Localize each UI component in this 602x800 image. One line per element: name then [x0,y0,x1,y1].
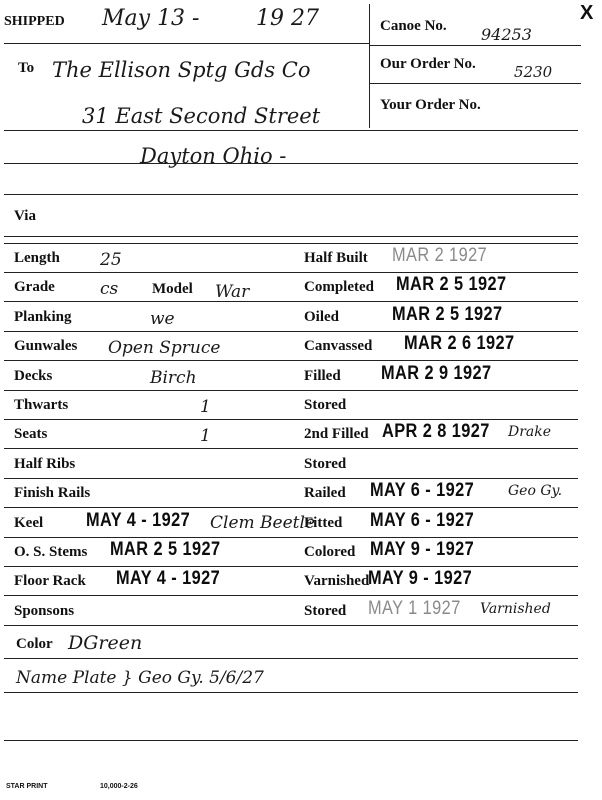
field-label-thwarts: Thwarts [14,397,69,413]
field-value-o-s-stems: MAR 2 5 1927 [110,539,221,560]
field-label-stored-7: Stored [304,455,347,472]
field-value-filled-4: MAR 2 9 1927 [381,362,492,384]
field-label-seats: Seats [14,426,48,443]
field-label-gunwales: Gunwales [14,338,78,355]
field-label-colored-10: Colored [304,544,356,560]
field-value-colored-10: MAY 9 - 1927 [370,539,475,560]
to-address-line2: 31 East Second Street [82,104,321,128]
color-value: DGreen [68,632,143,654]
header-divider [369,4,370,128]
our-order-value: 5230 [514,63,553,81]
via-label: Via [14,208,36,224]
field-value-railed-8: MAY 6 - 1927 [370,480,475,502]
field-value-grade: cs [100,279,119,300]
field-value-stored-12: MAY 1 1927 [368,597,461,619]
field-label-canvassed-3: Canvassed [304,338,373,355]
field-label-stored-12: Stored [304,602,347,619]
shipped-year: 19 27 [256,6,319,31]
field-label-o-s-stems: O. S. Stems [14,544,88,560]
our-order-label: Our Order No. [380,56,476,72]
field-label-fitted-9: Fitted [304,514,343,531]
color-label: Color [16,636,53,652]
your-order-label: Your Order No. [380,97,481,113]
field-label-floor-rack: Floor Rack [14,573,86,590]
model-value: War [215,282,250,302]
printer-mark: STAR PRINT [6,783,48,790]
field-value-decks: Birch [150,367,197,388]
field-value-canvassed-3: MAR 2 6 1927 [404,333,515,355]
canoe-no-value: 94253 [481,25,532,44]
field-label-grade: Grade [14,279,55,296]
field-label-oiled-2: Oiled [304,308,340,325]
field-value-half-built-0: MAR 2 1927 [392,245,488,266]
field-label-finish-rails: Finish Rails [14,485,91,502]
field-value-completed-1: MAR 2 5 1927 [396,274,507,296]
field-note-keel: Clem Beetle [210,512,315,533]
corner-mark: X [580,2,594,24]
field-label-length: Length [14,250,60,266]
field-label-decks: Decks [14,367,53,384]
field-label-filled-4: Filled [304,367,341,384]
field-value-thwarts: 1 [200,397,211,417]
shipped-date: May 13 - [102,6,200,31]
field-value-oiled-2: MAR 2 5 1927 [392,303,503,325]
field-label-completed-1: Completed [304,279,374,296]
field-value-floor-rack: MAY 4 - 1927 [116,568,221,590]
model-label: Model [152,281,193,297]
to-address-line3: Dayton Ohio - [140,144,287,168]
field-label-half-ribs: Half Ribs [14,455,76,472]
field-label-sponsons: Sponsons [14,602,75,619]
field-value-gunwales: Open Spruce [108,338,221,359]
field-value-fitted-9: MAY 6 - 1927 [370,509,475,531]
to-address-line1: The Ellison Sptg Gds Co [52,58,311,82]
field-value-varnished-11: MAY 9 - 1927 [368,568,473,590]
field-label-keel: Keel [14,514,44,531]
canoe-no-label: Canoe No. [380,18,447,34]
field-note-stored-12: Varnished [480,600,551,617]
field-value-keel: MAY 4 - 1927 [86,509,191,531]
field-value-seats: 1 [200,426,211,447]
field-label-planking: Planking [14,308,72,325]
form-number: 10,000-2-26 [100,783,138,790]
field-label-stored-5: Stored [304,397,347,413]
field-note-railed-8: Geo Gy. [508,483,563,500]
field-value-planking: we [150,308,175,329]
name-plate-note: Name Plate } Geo Gy. 5/6/27 [16,668,264,688]
field-value-length: 25 [100,250,122,270]
shipped-label: SHIPPED [4,14,65,29]
field-value-2nd-filled-6: APR 2 8 1927 [382,421,490,443]
field-label-railed-8: Railed [304,485,346,502]
field-note-2nd-filled-6: Drake [508,424,552,441]
field-label-varnished-11: Varnished [304,573,370,590]
field-label-2nd-filled-6: 2nd Filled [304,426,369,443]
to-label: To [18,60,35,76]
field-label-half-built-0: Half Built [304,250,368,266]
